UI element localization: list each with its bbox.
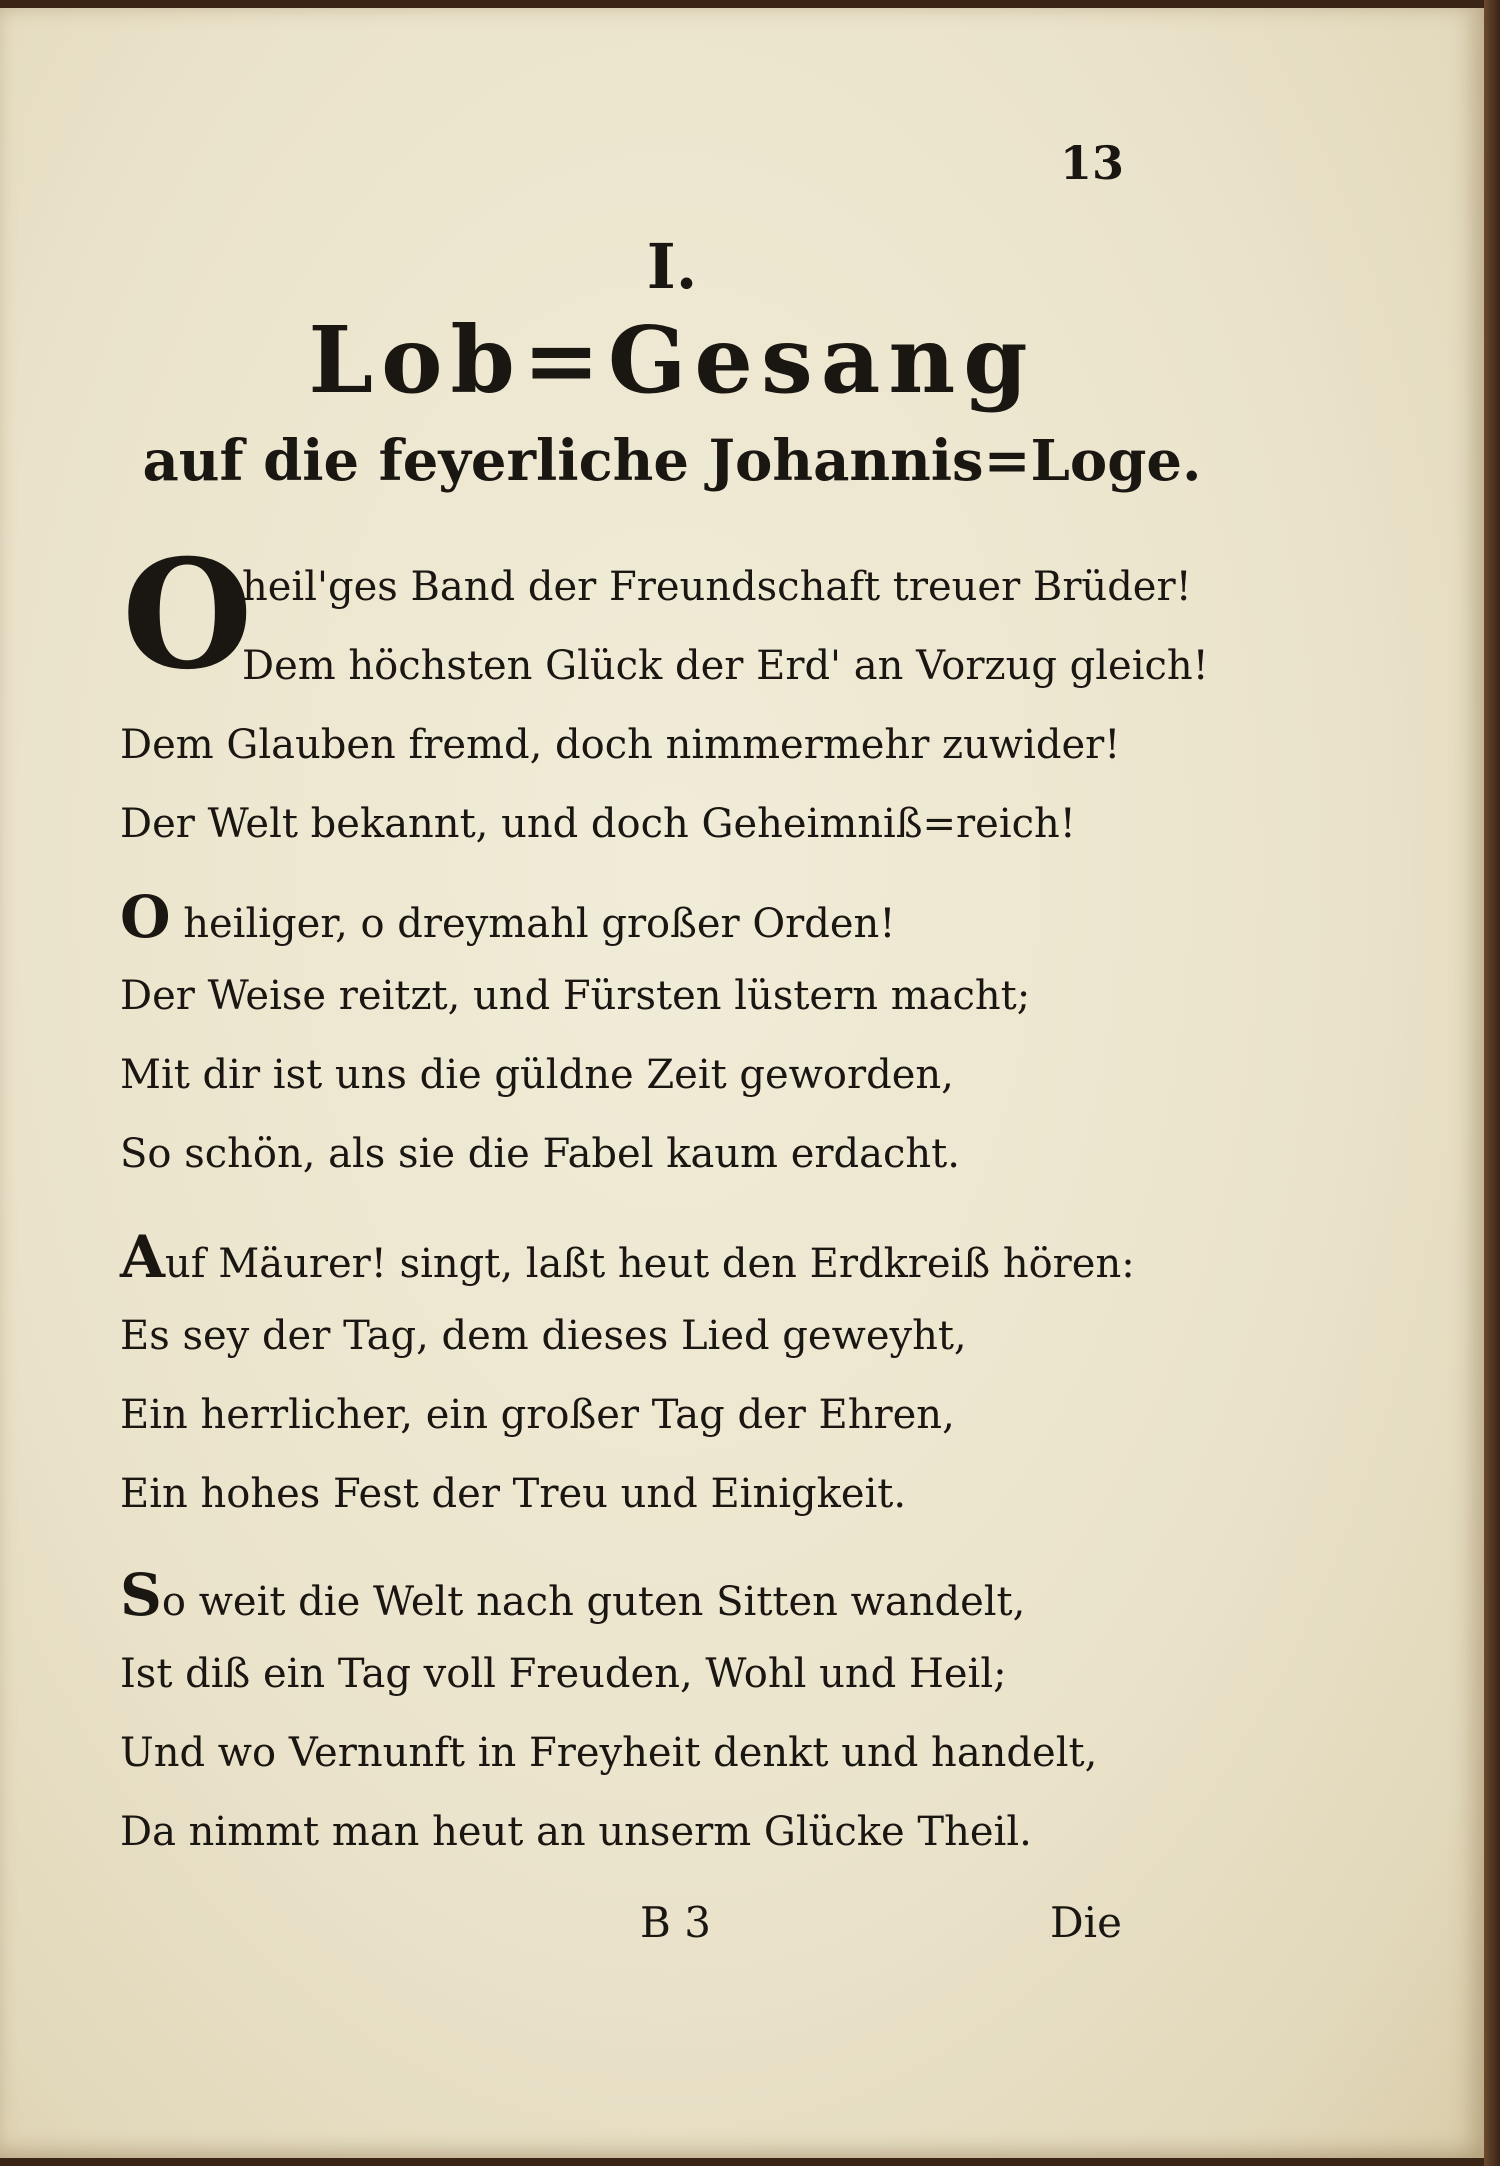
- page-number: 13: [1060, 136, 1125, 190]
- verse-line-text: heiliger, o dreymahl großer Orden!: [170, 901, 896, 947]
- verse-line: [120, 1556, 1120, 1635]
- poem-title: Lob=Gesang: [308, 306, 1036, 414]
- verse-line: Dem Glauben fremd, doch nimmermehr zuwider!: [120, 722, 1121, 768]
- verse-line: Dem höchsten Glück der Erd' an Vorzug gleich!: [242, 643, 1209, 689]
- verse-line: Mit dir ist uns die güldne Zeit geworden,: [120, 1052, 954, 1098]
- verse-line-text: uf Mäurer! singt, laßt heut den Erdkreiß hören:: [165, 1241, 1135, 1287]
- verse-line: Ein herrlicher, ein großer Tag der Ehren,: [120, 1392, 955, 1438]
- verse-line: Da nimmt man heut an unserm Glücke Theil.: [120, 1809, 1032, 1855]
- poem-numeral: I.: [646, 230, 698, 303]
- verse-line: Der Weise reitzt, und Fürsten lüstern macht;: [120, 973, 1031, 1019]
- catchword: Die: [1050, 1898, 1122, 1947]
- book-page: [0, 8, 1484, 2158]
- stanza-1: [120, 548, 1209, 864]
- verse-line: Der Welt bekannt, und doch Geheimniß=reich!: [120, 801, 1076, 847]
- verse-line: [120, 878, 1120, 957]
- stanza-4: [120, 1556, 1120, 1872]
- drop-cap: O: [122, 527, 253, 703]
- signature-mark: B 3: [640, 1898, 711, 1947]
- stanza-initial: A: [120, 1223, 166, 1291]
- stanza-2: [120, 878, 1120, 1194]
- verse-line: [120, 1218, 1135, 1297]
- verse-line: Ist diß ein Tag voll Freuden, Wohl und Heil;: [120, 1651, 1007, 1697]
- stanza-initial: S: [120, 1561, 162, 1629]
- verse-line: Es sey der Tag, dem dieses Lied geweyht,: [120, 1313, 967, 1359]
- verse-line: Und wo Vernunft in Freyheit denkt und handelt,: [120, 1730, 1098, 1776]
- verse-line: Ein hohes Fest der Treu und Einigkeit.: [120, 1471, 907, 1517]
- stanza-initial: O: [120, 883, 171, 951]
- stanza-3: [120, 1218, 1135, 1534]
- book-edge: [1484, 0, 1500, 2166]
- verse-line-text: o weit die Welt nach guten Sitten wandelt,: [161, 1579, 1026, 1625]
- poem-subtitle: auf die feyerliche Johannis=Loge.: [142, 428, 1202, 494]
- verse-line: So schön, als sie die Fabel kaum erdacht.: [120, 1131, 960, 1177]
- verse-line: heil'ges Band der Freundschaft treuer Brüder!: [242, 564, 1192, 610]
